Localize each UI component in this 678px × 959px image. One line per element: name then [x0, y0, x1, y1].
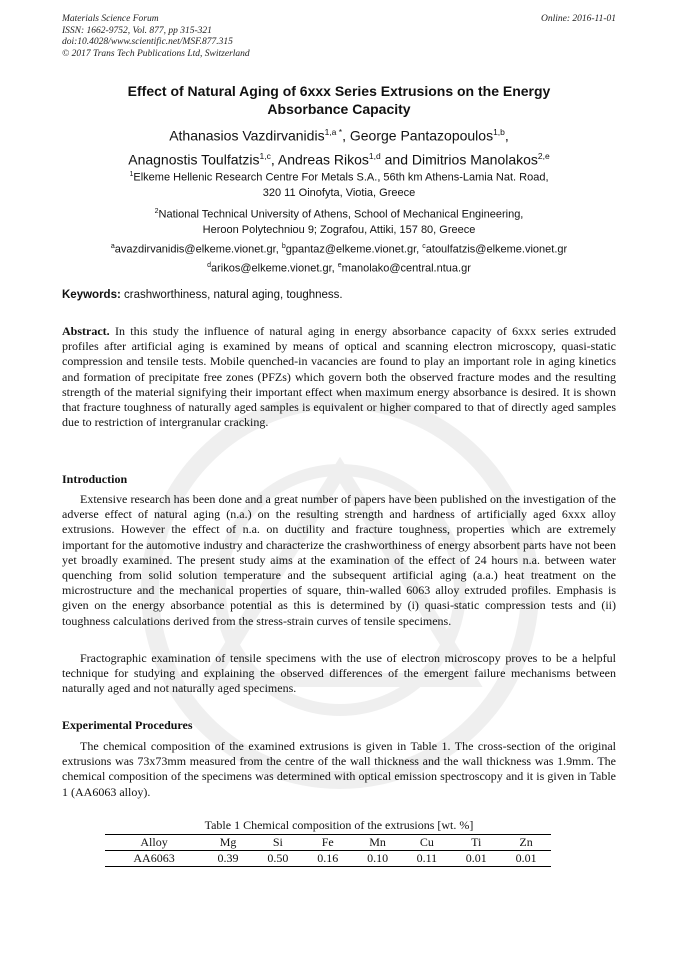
author-separator: ,: [270, 151, 278, 168]
table-header-cell: Mg: [203, 835, 253, 851]
journal-issn: ISSN: 1662-9752, Vol. 877, pp 315-321: [62, 25, 212, 36]
affiliation-line: National Technical University of Athens, School of Mechanical Engineering,: [158, 208, 524, 221]
journal-name: Materials Science Forum: [62, 14, 159, 24]
abstract-label: Abstract.: [62, 324, 110, 338]
affiliation-1: [62, 167, 616, 202]
author-line-2: [62, 146, 616, 170]
table-cell: 0.01: [501, 851, 551, 867]
abstract: [62, 324, 616, 430]
table-row: [105, 851, 551, 867]
email-mark: c: [422, 243, 426, 250]
composition-table: [105, 834, 551, 867]
author-affiliation-mark: 1,d: [368, 150, 381, 161]
abstract-text: In this study the influence of natural aging in energy absorbance capacity of 6xxx series extruded profiles after artificial aging is examined by means of optical and scanning electron microscopy, quasi-static compression and tensile tests. Mobile quenched-in vacancies are found to play an important role in aging kinetics and formation of precipitate free zones (PFZs) which govern both the observed fracture modes and the resulting strength of the material signifying their important effect when maximum energy absorbance is desired. It is shown that fracture toughness of naturally aged samples is equivalent or higher compared to that of directly aged samples due to restriction of intergranular cracking.: [62, 324, 616, 430]
author-affiliation-mark: 2,e: [537, 150, 550, 161]
journal-doi: doi:10.4028/www.scientific.net/MSF.877.315: [62, 37, 233, 47]
author-affiliation-mark: 1,c: [259, 150, 271, 161]
author-name: Dimitrios Manolakos: [411, 151, 538, 168]
title-line-1: Effect of Natural Aging of 6xxx Series Extrusions on the Energy: [127, 83, 551, 99]
author-name: Andreas Rikos: [277, 151, 369, 168]
email-address: avazdirvanidis@elkeme.vionet.gr,: [114, 243, 282, 256]
table-cell: 0.10: [353, 851, 403, 867]
table-header-cell: Zn: [501, 835, 551, 851]
table-cell: 0.11: [403, 851, 452, 867]
section-heading-introduction: Introduction: [62, 472, 128, 486]
author-name: Athanasios Vazdirvanidis: [169, 127, 325, 144]
author-name: George Pantazopoulos: [349, 127, 494, 144]
email-address: gpantaz@elkeme.vionet.gr,: [285, 243, 423, 256]
paper-title: [62, 82, 616, 118]
table-header-cell: Cu: [403, 835, 452, 851]
email-mark: a: [110, 243, 115, 250]
author-name: Anagnostis Toulfatzis: [128, 151, 260, 168]
journal-copyright: © 2017 Trans Tech Publications Ltd, Switzerland: [62, 48, 250, 59]
keywords-label: Keywords:: [62, 289, 121, 301]
table-header-cell: Ti: [451, 835, 501, 851]
title-line-2: Absorbance Capacity: [267, 101, 411, 117]
table-cell: 0.39: [203, 851, 253, 867]
affiliation-mark: 1: [129, 171, 134, 178]
table-caption: Table 1 Chemical composition of the extrusions [wt. %]: [204, 818, 474, 832]
email-list: [62, 239, 616, 277]
email-address: manolako@central.ntua.gr: [341, 262, 471, 275]
introduction-paragraph-1: Extensive research has been done and a great number of papers have been published on the investigation of the adverse effect of natural aging (n.a.) on the resulting strength and hardness of artificially aged 6xxx alloy extrusions. However the effect of n.a. on ductility and fracture toughness, properties which are extremely important for the automotive industry and characterize the crashworthiness of energy absorbent parts have not been yet broadly examined. The present study aims at the examination of the effect of 24 hours n.a. between water quenching from solid solution temperature and the subsequent artificial aging (a.a.) heat treatment on the microstructure and the mechanical properties of square, thin-walled 6063 alloy extruded profiles. Emphasis is given on the energy absorbance potential as this is determined by (i) quasi-static compression tests and (ii) toughness calculations derived from the stress-strain curves of tensile specimens.: [62, 492, 616, 628]
table-cell: 0.01: [451, 851, 501, 867]
table-cell: AA6063: [105, 851, 203, 867]
affiliation-line: Elkeme Hellenic Research Centre For Metals S.A., 56th km Athens-Lamia Nat. Road,: [133, 171, 549, 184]
table-cell: 0.50: [253, 851, 303, 867]
experimental-paragraph-1: The chemical composition of the examined extrusions is given in Table 1. The cross-section of the original extrusions was 73x73mm measured from the centre of the wall thickness and the wall thickness was 1.9mm. The chemical composition of the specimens was determined with optical emission spectroscopy and it is given in Table 1 (AA6063 alloy).: [62, 739, 616, 799]
introduction-paragraph-2: Fractographic examination of tensile specimens with the use of electron microscopy proves to be a helpful technique for studying and explaining the observed differences of the emergent failure mechanisms between naturally aged and not naturally aged specimens.: [62, 651, 616, 696]
author-separator: and: [380, 151, 412, 168]
affiliation-line: 320 11 Oinofyta, Viotia, Greece: [262, 187, 416, 200]
email-address: atoulfatzis@elkeme.vionet.gr: [425, 243, 568, 256]
email-mark: b: [281, 243, 286, 250]
author-list: [62, 122, 616, 169]
author-line-1: [62, 122, 616, 146]
author-separator: ,: [342, 127, 350, 144]
author-separator: ,: [504, 127, 509, 144]
journal-header: [62, 14, 616, 60]
keywords: [62, 289, 616, 301]
online-date: Online: 2016-11-01: [540, 14, 616, 24]
table-header-cell: Mn: [353, 835, 403, 851]
table-header-cell: Alloy: [105, 835, 203, 851]
email-address: arikos@elkeme.vionet.gr,: [211, 262, 338, 275]
affiliation-mark: 2: [154, 208, 159, 215]
section-heading-experimental: Experimental Procedures: [62, 718, 193, 732]
table-header-cell: Fe: [303, 835, 353, 851]
author-affiliation-mark: 1,a *: [324, 127, 343, 137]
table-header-row: [105, 835, 551, 851]
author-affiliation-mark: 1,b: [493, 127, 505, 137]
affiliation-2: [62, 204, 616, 239]
email-mark: d: [207, 262, 212, 270]
keywords-text: crashworthiness, natural aging, toughness.: [120, 289, 343, 301]
table-header-cell: Si: [253, 835, 303, 851]
affiliation-line: Heroon Polytechniou 9; Zografou, Attiki, 157 80, Greece: [202, 224, 476, 237]
email-mark: e: [337, 262, 342, 270]
table-cell: 0.16: [303, 851, 353, 867]
